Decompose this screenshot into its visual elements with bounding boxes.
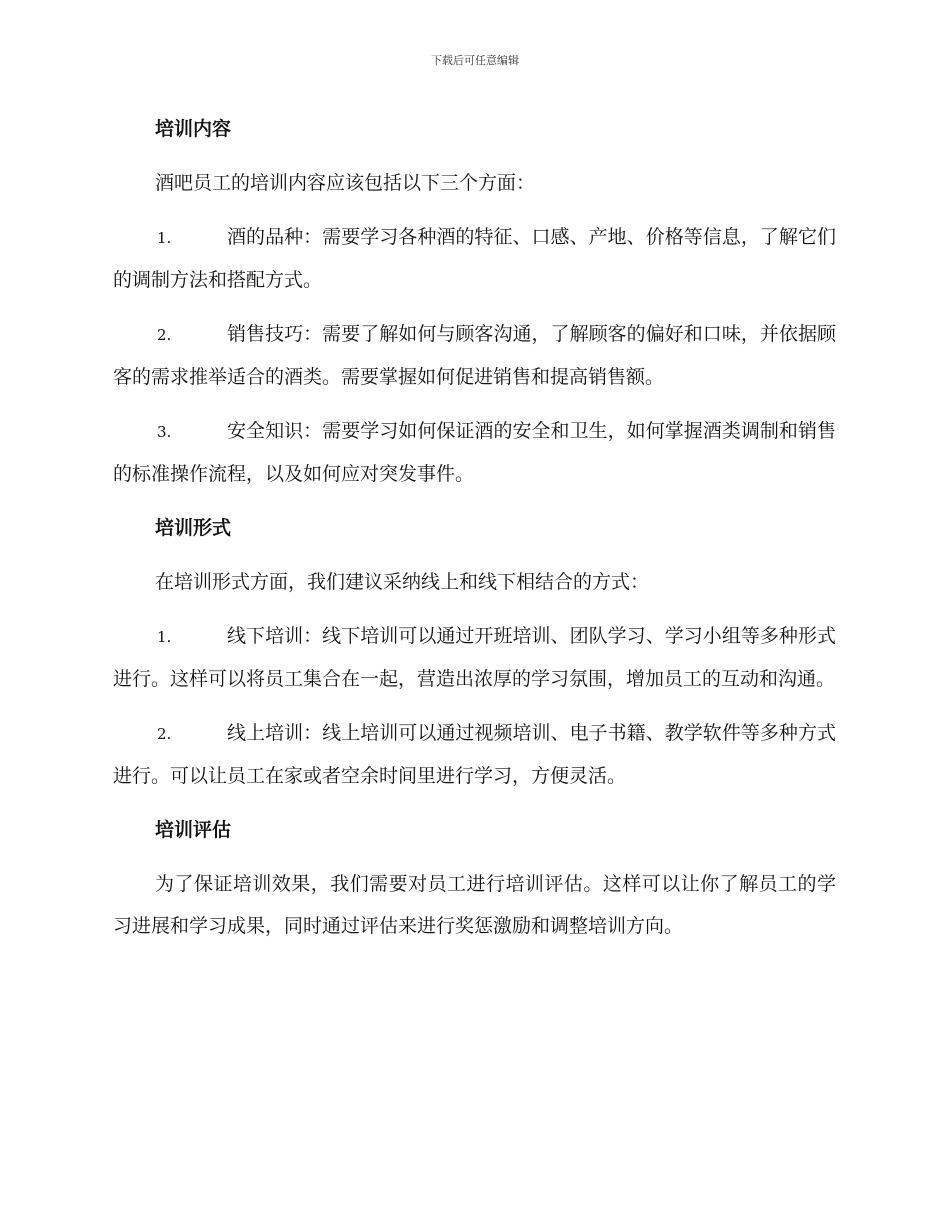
list-text: 安全知识：需要学习如何保证酒的安全和卫生，如何掌握酒类调制和销售的标准操作流程，以及如何应对突发事件。 xyxy=(113,420,836,485)
list-text: 销售技巧：需要了解如何与顾客沟通，了解顾客的偏好和口味，并依据顾客的需求推举适合的酒类。需要掌握如何促进销售和提高销售额。 xyxy=(113,323,836,388)
list-number: 2. xyxy=(157,725,172,743)
list-text: 线下培训：线下培训可以通过开班培训、团队学习、学习小组等多种形式进行。这样可以将员工集合在一起，营造出浓厚的学习氛围，增加员工的互动和沟通。 xyxy=(113,625,836,690)
list-number: 2. xyxy=(157,326,172,344)
section-intro: 酒吧员工的培训内容应该包括以下三个方面： xyxy=(155,172,536,194)
list-item xyxy=(113,615,836,700)
section-heading: 培训评估 xyxy=(155,819,232,841)
list-number: 1. xyxy=(157,628,172,646)
list-text: 线上培训：线上培训可以通过视频培训、电子书籍、教学软件等多种方式进行。可以让员工在家或者空余时间里进行学习，方便灵活。 xyxy=(113,722,836,787)
list-item xyxy=(113,216,836,301)
section-intro: 在培训形式方面，我们建议采纳线上和线下相结合的方式： xyxy=(155,571,650,593)
section-body: 为了保证培训效果，我们需要对员工进行培训评估。这样可以让你了解员工的学习进展和学习成果，同时通过评估来进行奖惩激励和调整培训方向。 xyxy=(113,873,836,937)
list-text: 酒的品种：需要学习各种酒的特征、口感、产地、价格等信息，了解它们的调制方法和搭配方式。 xyxy=(113,226,836,291)
document-body xyxy=(113,108,836,959)
section-heading: 培训形式 xyxy=(155,517,232,539)
section-heading: 培训内容 xyxy=(155,118,232,140)
list-item xyxy=(113,410,836,495)
list-item xyxy=(113,313,836,398)
list-number: 3. xyxy=(157,423,172,441)
list-item xyxy=(113,712,836,797)
list-number: 1. xyxy=(157,229,172,247)
page-header: 下载后可任意编辑 xyxy=(431,54,519,67)
